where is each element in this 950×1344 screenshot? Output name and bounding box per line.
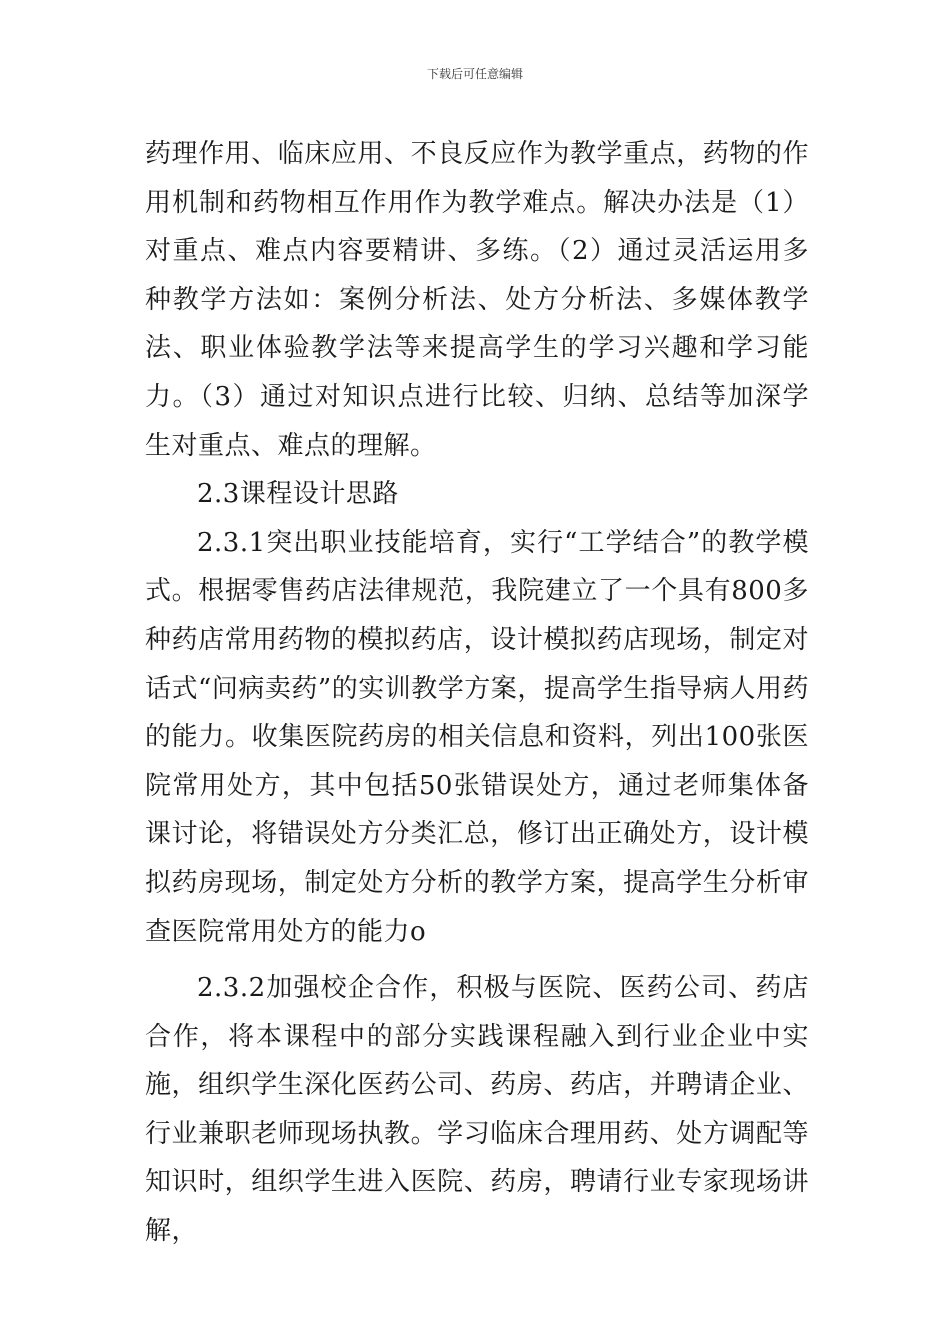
section-heading-course-design: 2.3课程设计思路 [197, 479, 399, 510]
paragraph-teaching-focus: 药理作用、临床应用、不良反应作为教学重点，药物的作用机制和药物相互作用作为教学难点。解决办法是（1）对重点、难点内容要精讲、多练。（2）通过灵活运用多种教学方法如：案例分析法、处方分析法、多媒体教学法、职业体验教学法等来提高学生的学习兴趣和学习能力。（3）通过对知识点进行比较、归纳、总结等加深学生对重点、难点的理解。 [145, 139, 809, 461]
paragraph-2-3-2: 2.3.2加强校企合作，积极与医院、医药公司、药店合作，将本课程中的部分实践课程融入到行业企业中实施，组织学生深化医药公司、药房、药店，并聘请企业、行业兼职老师现场执教。学习临床合理用药、处方调配等知识时，组织学生进入医院、药房，聘请行业专家现场讲解， [145, 973, 809, 1247]
page-header: 下载后可任意编辑 [426, 67, 523, 81]
document-body [145, 130, 809, 1256]
paragraph-2-3-1: 2.3.1突出职业技能培育，实行“工学结合”的教学模式。根据零售药店法律规范，我院建立了一个具有800多种药店常用药物的模拟药店，设计模拟药店现场，制定对话式“问病卖药”的实训教学方案，提高学生指导病人用药的能力。收集医院药房的相关信息和资料，列出100张医院常用处方，其中包括50张错误处方，通过老师集体备课讨论，将错误处方分类汇总，修订出正确处方，设计模拟药房现场，制定处方分析的教学方案，提高学生分析审查医院常用处方的能力o [145, 527, 809, 947]
